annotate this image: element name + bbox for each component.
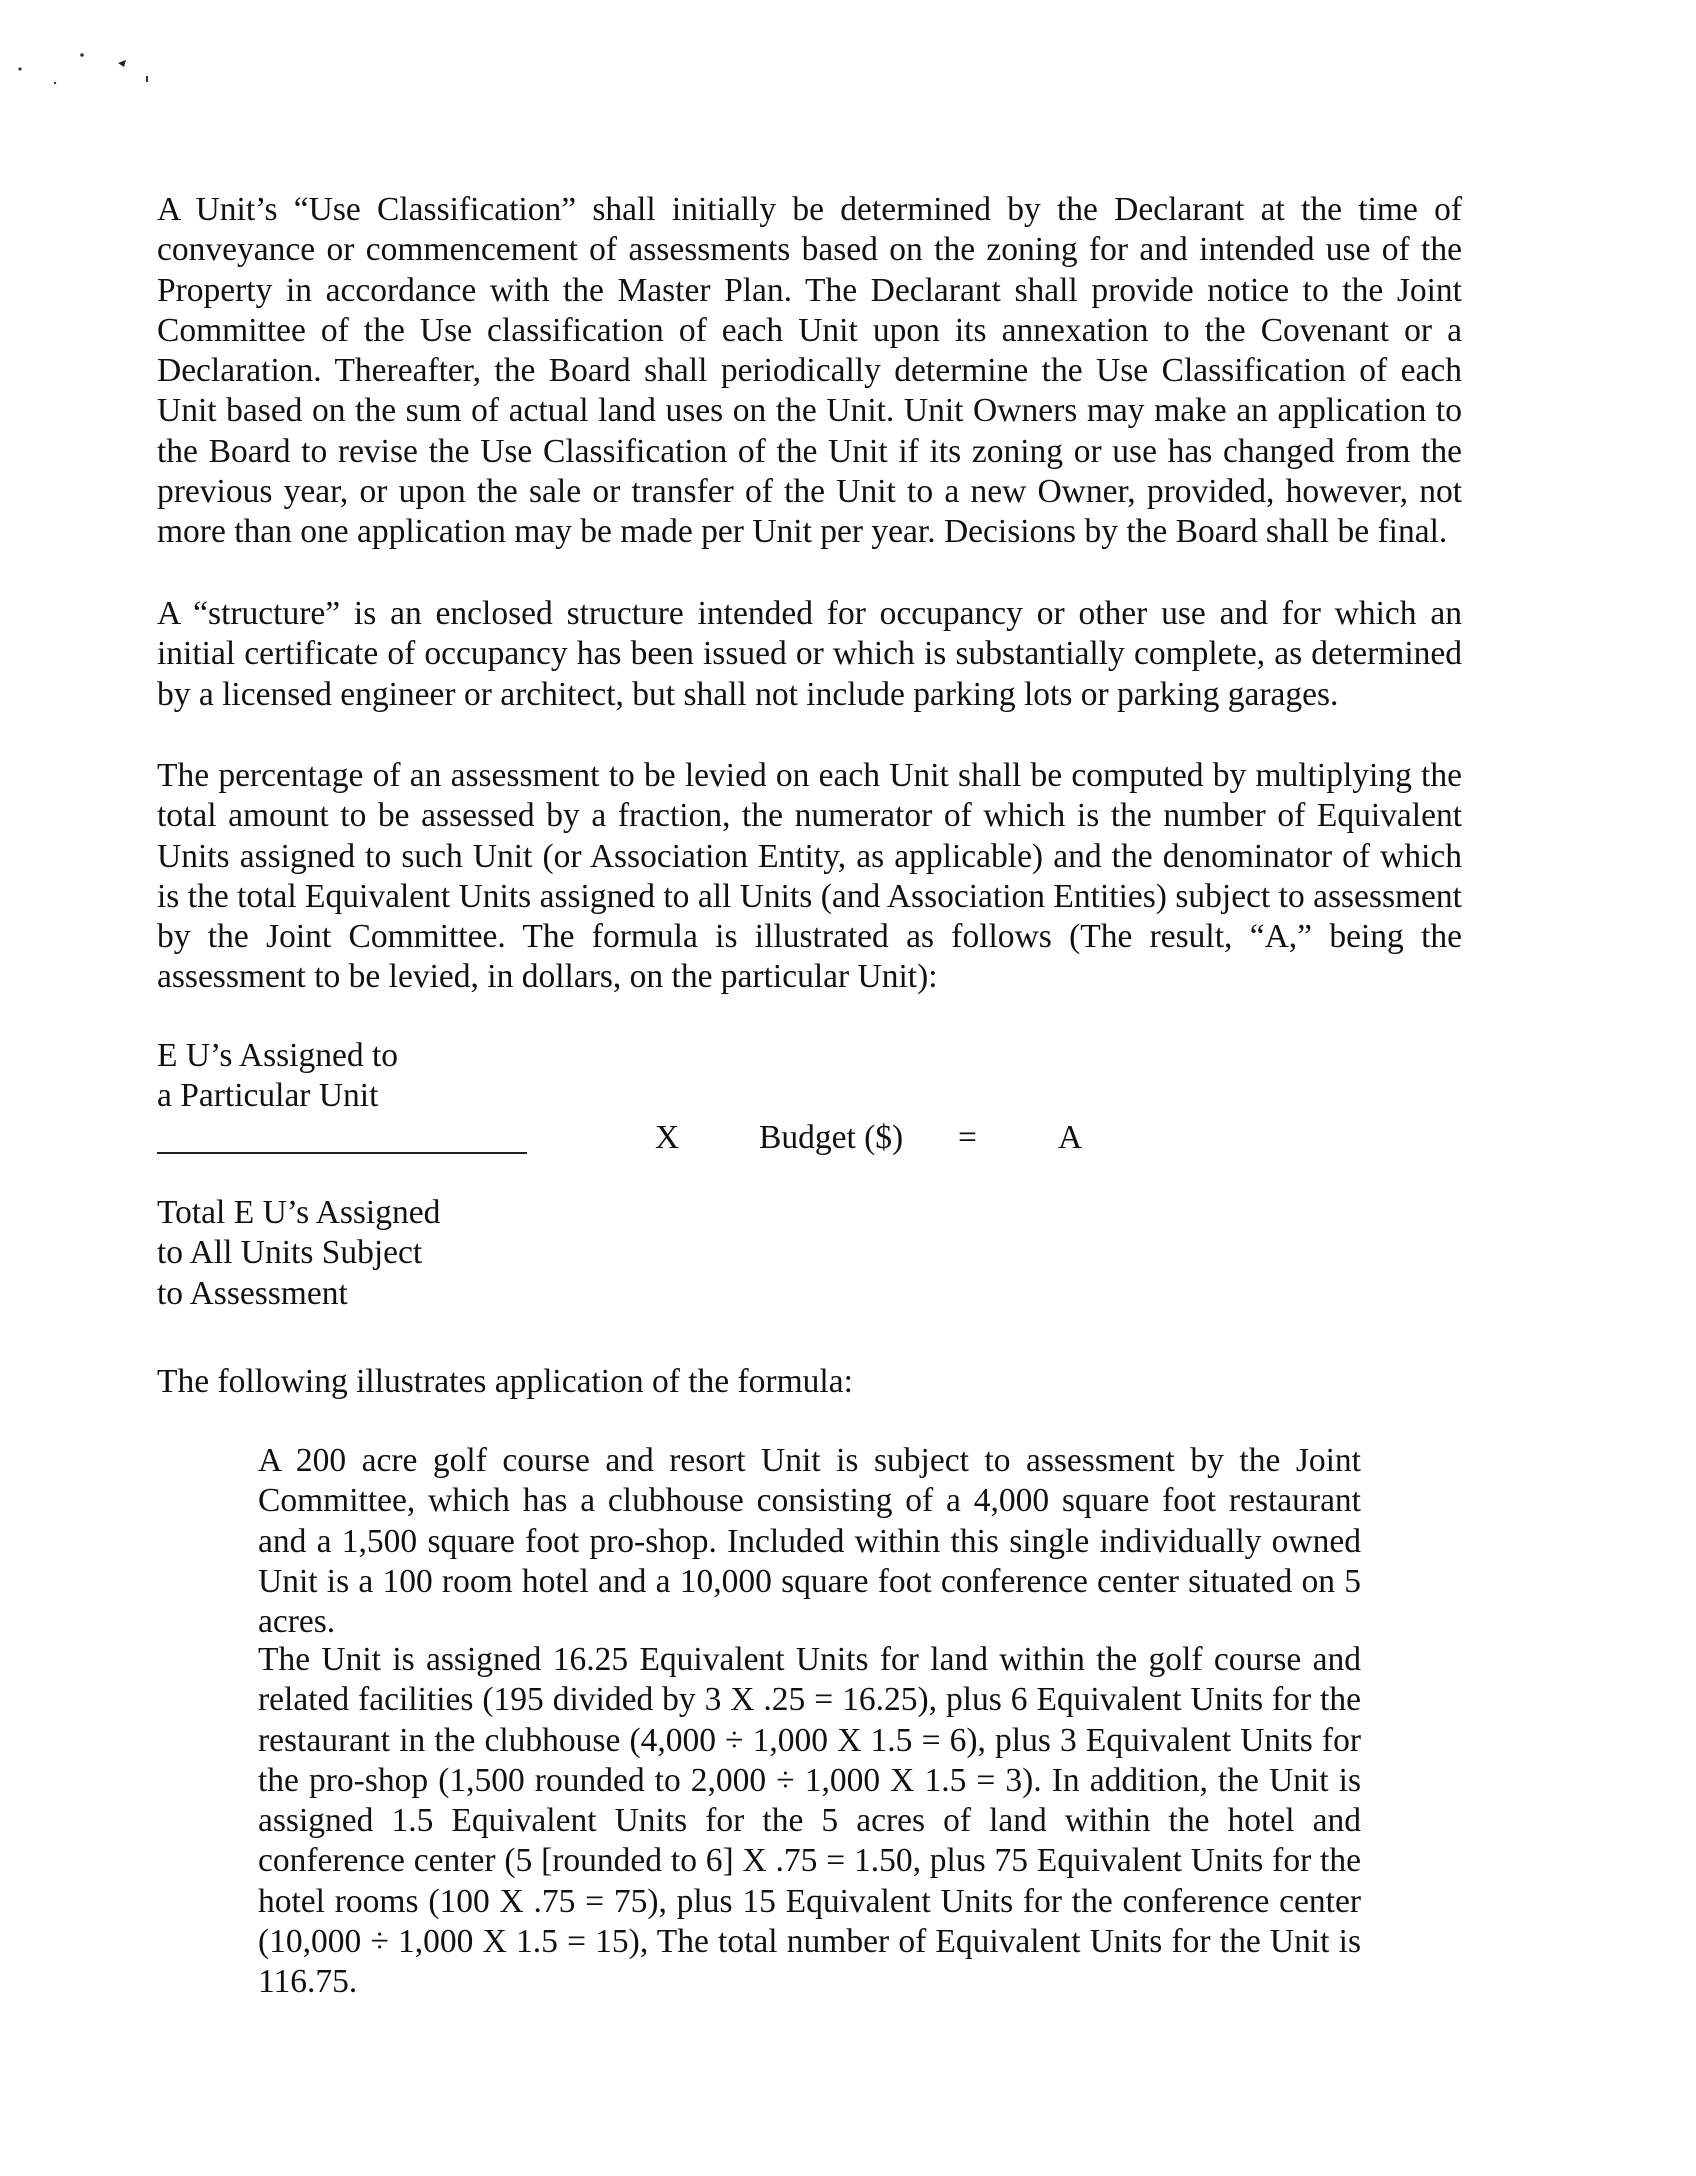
scan-speck (18, 67, 21, 70)
formula-numerator (157, 1036, 557, 1117)
numerator-line: a Particular Unit (157, 1077, 379, 1115)
scan-speck (118, 60, 126, 67)
scan-speck (54, 82, 56, 84)
assessment-formula (157, 1036, 1357, 1336)
paragraph-assessment-percentage: The percentage of an assessment to be levied on each Unit shall be computed by multiplying the total amount to be assessed by a fraction, the numerator of which is the number of Equivalent Units assigned to such Unit (or Association Entity, as applicable) and the denominator of which is the total Equivalent Units assigned to all Units (and Association Entities) subject to assessment by the Joint Committee. The formula is illustrated as follows (The result, “A,” being the assessment to be levied, in dollars, on the particular Unit): (157, 757, 1462, 996)
scan-speck (146, 76, 148, 82)
multiply-sign: X (655, 1119, 680, 1156)
formula-denominator (157, 1193, 557, 1314)
paragraph-use-classification: A Unit’s “Use Classification” shall initially be determined by the Declarant at the time of conveyance or commencement of assessments based on the zoning for and intended use of the Property in accordance with the Master Plan. The Declarant shall provide notice to the Joint Committee of the Use classification of each Unit upon its annexation to the Covenant or a Declaration. Thereafter, the Board shall periodically determine the Use Classification of each Unit based on the sum of actual land uses on the Unit. Unit Owners may make an application to the Board to revise the Use Classification of the Unit if its zoning or use has changed from the previous year, or upon the sale or transfer of the Unit to a new Owner, provided, however, not more than one application may be made per Unit per year. Decisions by the Board shall be final. (157, 191, 1462, 551)
denominator-line: to All Units Subject (157, 1234, 423, 1272)
paragraph-structure-definition: A “structure” is an enclosed structure intended for occupancy or other use and for which an initial certificate of occupancy has been issued or which is substantially complete, as determined by a licensed engineer or architect, but shall not include parking lots or parking garages. (157, 595, 1462, 713)
scan-speck (80, 53, 84, 57)
formula-result: A (1058, 1119, 1083, 1156)
equals-sign: = (958, 1119, 977, 1156)
numerator-line: E U’s Assigned to (157, 1037, 399, 1074)
budget-label: Budget ($) (759, 1119, 904, 1156)
scan-marks (0, 0, 200, 110)
fraction-bar (157, 1152, 527, 1154)
paragraph-illustration-intro: The following illustrates application of the formula: (157, 1363, 853, 1400)
denominator-line: to Assessment (157, 1274, 348, 1312)
paragraph-example-description: A 200 acre golf course and resort Unit is subject to assessment by the Joint Committee, which has a clubhouse consisting of a 4,000 square foot restaurant and a 1,500 square foot pro-shop. Included within this single individually owned Unit is a 100 room hotel and a 10,000 square foot conference center situated on 5 acres. (258, 1442, 1361, 1641)
paragraph-example-calculation: The Unit is assigned 16.25 Equivalent Units for land within the golf course and related facilities (195 divided by 3 X .25 = 16.25), plus 6 Equivalent Units for the restaurant in the clubhouse (4,000 ÷ 1,000 X 1.5 = 6), plus 3 Equivalent Units for the pro-shop (1,500 rounded to 2,000 ÷ 1,000 X 1.5 = 3). In addition, the Unit is assigned 1.5 Equivalent Units for the 5 acres of land within the hotel and conference center (5 [rounded to 6] X .75 = 1.50, plus 75 Equivalent Units for the hotel rooms (100 X .75 = 75), plus 15 Equivalent Units for the conference center (10,000 ÷ 1,000 X 1.5 = 15), The total number of Equivalent Units for the Unit is 116.75. (258, 1641, 1361, 2001)
denominator-line: Total E U’s Assigned (157, 1194, 441, 1231)
